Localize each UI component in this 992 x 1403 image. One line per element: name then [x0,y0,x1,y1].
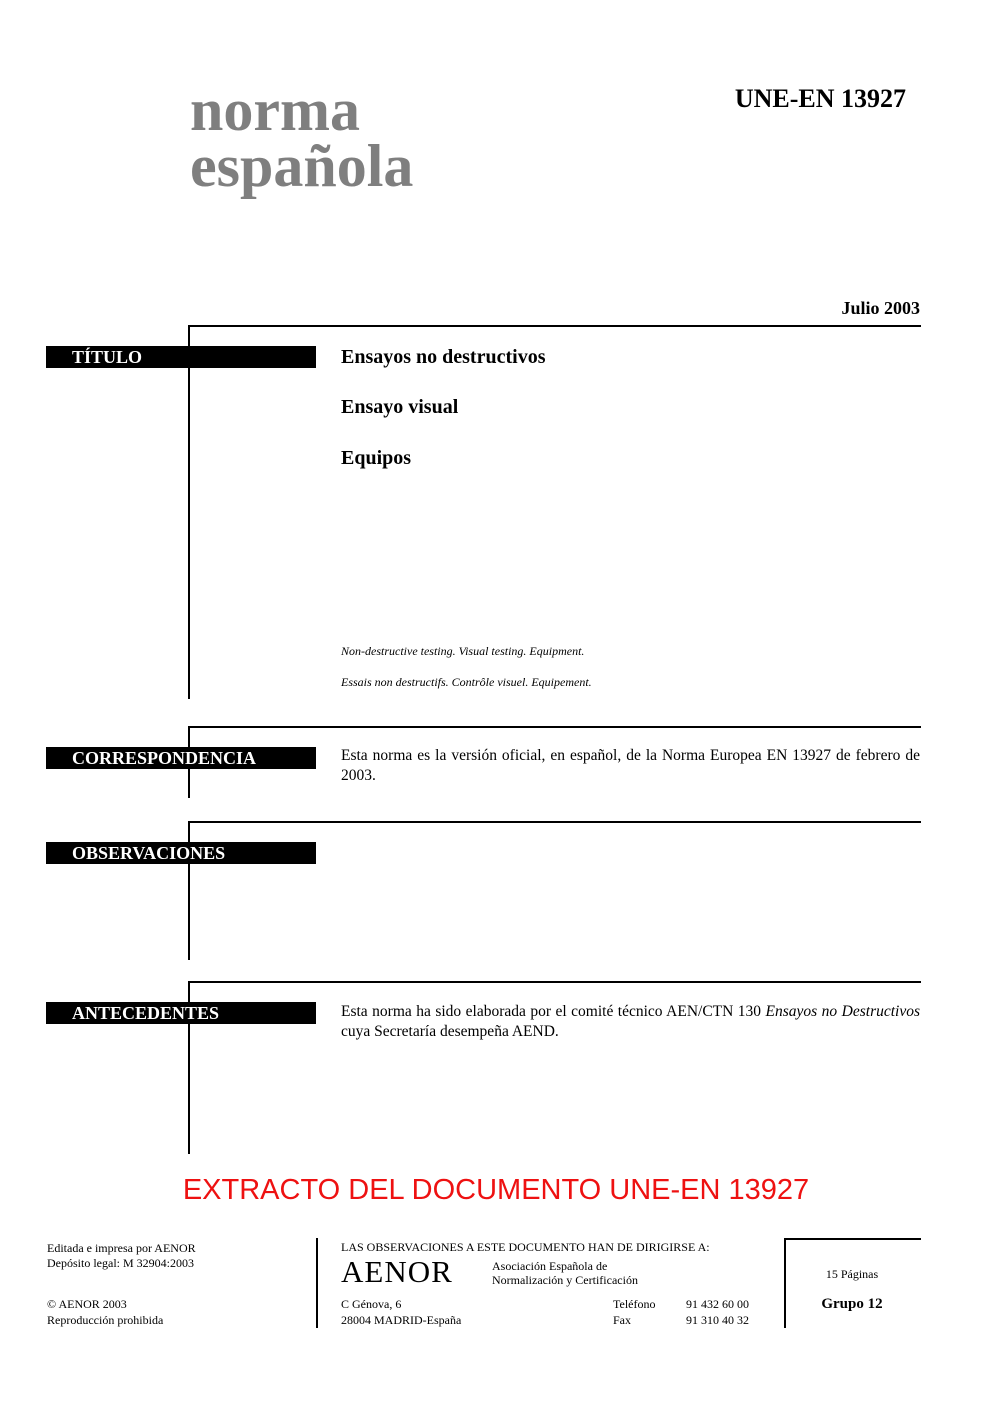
brand-line-2: española [190,133,414,199]
association-name [492,1259,638,1287]
antecedentes-label: ANTECEDENTES [46,1002,316,1024]
group-box-left [784,1238,786,1328]
section-divider [188,726,921,728]
phone-value: 91 432 60 00 [686,1297,749,1311]
section-divider [188,325,921,327]
publication-date: Julio 2003 [841,298,920,318]
extract-watermark: EXTRACTO DEL DOCUMENTO UNE-EN 13927 [182,1174,810,1206]
observations-notice: LAS OBSERVACIONES A ESTE DOCUMENTO HAN DE DIRIGIRSE A: [341,1240,710,1254]
phone-label: Teléfono [613,1297,656,1311]
antecedentes-text-start: Esta norma ha sido elaborada por el comité técnico AEN/CTN 130 [341,1003,766,1020]
observaciones-label: OBSERVACIONES [46,842,316,864]
aenor-logo: AENOR [341,1254,453,1289]
antecedentes-text [341,1002,920,1042]
correspondencia-label: CORRESPONDENCIA [46,747,316,769]
price-group: Grupo 12 [821,1296,883,1312]
antecedentes-text-end: cuya Secretaría desempeña AEND. [341,1023,559,1040]
section-divider [188,821,921,823]
fax-value: 91 310 40 32 [686,1313,749,1327]
brand-line-1: norma [190,77,360,143]
title-line-1: Ensayos no destructivos [341,346,546,368]
brand-title [190,77,414,199]
correspondencia-text: Esta norma es la versión oficial, en español, de la Norma Europea EN 13927 de febrero de 2003. [341,747,920,784]
copyright: © AENOR 2003 [47,1297,127,1311]
legal-deposit: Depósito legal: M 32904:2003 [47,1256,194,1270]
association-line-1: Asociación Española de [492,1259,608,1273]
association-line-2: Normalización y Certificación [492,1273,638,1287]
footer-divider [316,1238,318,1328]
french-title: Essais non destructifs. Contrôle visuel. Equipement. [341,675,592,689]
standard-number: UNE-EN 13927 [734,84,906,113]
address-line-1: C Génova, 6 [341,1297,402,1311]
section-divider [188,981,921,983]
fax-label: Fax [613,1313,631,1327]
committee-name: Ensayos no Destructivos [765,1003,921,1020]
title-line-3: Equipos [341,447,412,469]
reproduction-notice: Reproducción prohibida [47,1313,164,1327]
section-rule [188,325,190,699]
group-box-top [784,1238,921,1240]
page-count: 15 Páginas [825,1267,879,1281]
address-line-2: 28004 MADRID-España [341,1313,462,1327]
english-title: Non-destructive testing. Visual testing. Equipment. [341,644,585,658]
edited-by: Editada e impresa por AENOR [47,1241,196,1255]
title-line-2: Ensayo visual [341,396,459,418]
titulo-label: TÍTULO [46,346,316,368]
